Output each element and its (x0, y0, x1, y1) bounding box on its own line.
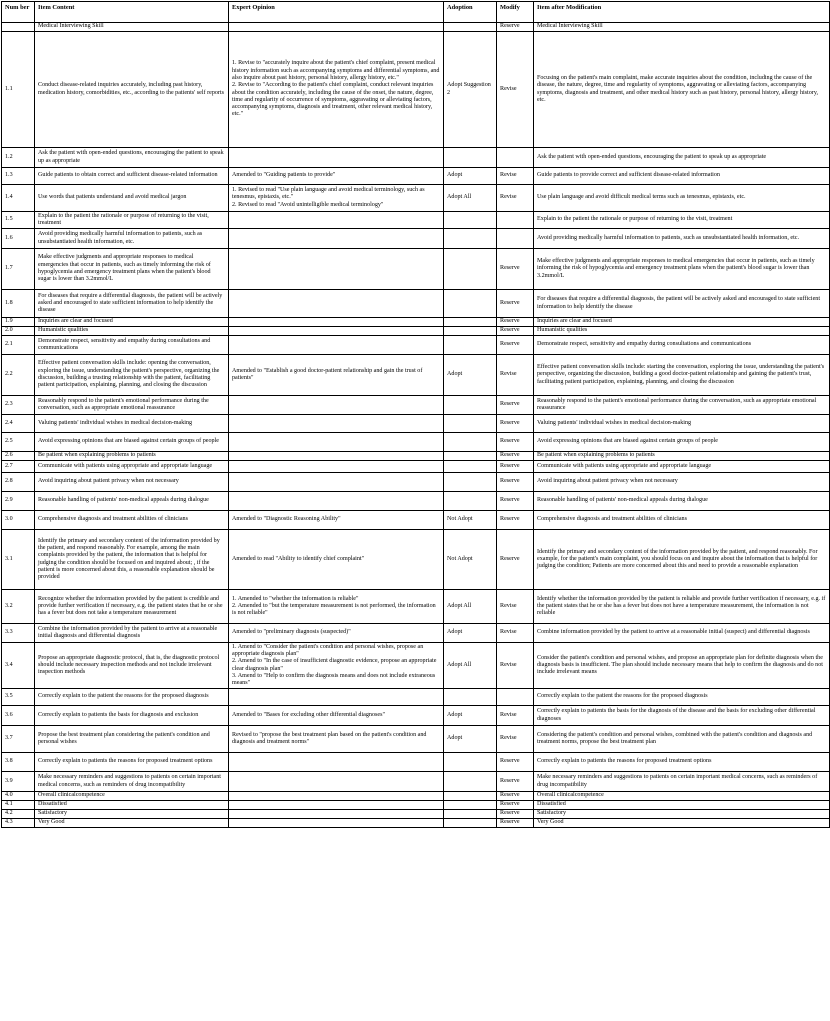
cell-expert-opinion: 1. Revised to read "Use plain language and avoid medical terminology, such as tenesmus, epistaxis, etc." 2. Revised to read "Avoid unintelligible medical terminology" (229, 185, 444, 212)
cell-expert-opinion: Amended to "preliminary diagnosis (suspected)" (229, 624, 444, 643)
cell-item-after-modification: Be patient when explaining problems to patients (534, 452, 830, 461)
cell-number: 4.2 (2, 810, 35, 819)
cell-modify: Reserve (497, 753, 534, 772)
cell-item-content: Reasonably respond to the patient's emotional performance during the conversation, such as appropriate emotional reassurance (35, 396, 229, 415)
table-row (2, 229, 830, 249)
cell-modify: Reserve (497, 433, 534, 452)
cell-item-content: Guide patients to obtain correct and sufficient disease-related information (35, 168, 229, 185)
cell-adoption: Adopt Suggestion 2 (444, 32, 497, 148)
cell-modify: Reserve (497, 473, 534, 492)
cell-adoption (444, 772, 497, 792)
cell-expert-opinion (229, 801, 444, 810)
cell-item-content: Make effective judgments and appropriate responses to medical emergencies that occur in patients, such as timely informing the risk of hypoglycemia and emergency treatment plans when the patient's blood sugar is lower than 3.2mmol/L (35, 249, 229, 290)
cell-item-content: Combine the information provided by the patient to arrive at a reasonable initial diagnosis and differential diagnosis (35, 624, 229, 643)
cell-expert-opinion (229, 772, 444, 792)
cell-adoption (444, 689, 497, 706)
cell-number: 3.4 (2, 643, 35, 689)
cell-modify: Revise (497, 706, 534, 726)
cell-adoption: Adopt (444, 706, 497, 726)
table-row (2, 396, 830, 415)
cell-adoption (444, 327, 497, 336)
cell-expert-opinion: 1. Amended to "whether the information is reliable" 2. Amended to "but the temperature measurement is not performed, the information is not reliable" (229, 590, 444, 624)
table-row (2, 32, 830, 148)
cell-item-after-modification: Explain to the patient the rationale or purpose of returning to the visit, treatment (534, 212, 830, 229)
cell-expert-opinion (229, 753, 444, 772)
cell-adoption (444, 229, 497, 249)
table-row (2, 461, 830, 473)
cell-item-content: Explain to the patient the rationale or purpose of returning to the visit, treatment (35, 212, 229, 229)
table-row (2, 212, 830, 229)
table-row (2, 433, 830, 452)
cell-item-after-modification: Correctly explain to patients the reasons for proposed treatment options (534, 753, 830, 772)
cell-modify: Reserve (497, 801, 534, 810)
cell-expert-opinion (229, 229, 444, 249)
cell-number: 4.3 (2, 819, 35, 828)
cell-item-after-modification: Consider the patient's condition and personal wishes, and propose an appropriate plan for definite diagnosis when the diagnosis basis is insufficient. The plan should include necessary means that help to confirm the diagnosis and do not include irrelevant means (534, 643, 830, 689)
cell-adoption (444, 148, 497, 168)
cell-expert-opinion: Amended to "Establish a good doctor-patient relationship and gain the trust of patients" (229, 355, 444, 396)
cell-number: 2.8 (2, 473, 35, 492)
cell-number: 1.1 (2, 32, 35, 148)
cell-number: 2.4 (2, 415, 35, 433)
cell-number: 1.4 (2, 185, 35, 212)
table-row (2, 148, 830, 168)
cell-adoption (444, 318, 497, 327)
cell-expert-opinion (229, 336, 444, 355)
cell-item-after-modification: For diseases that require a differential diagnosis, the patient will be actively asked and encouraged to state sufficient information to help identify the disease (534, 290, 830, 318)
cell-adoption (444, 753, 497, 772)
cell-item-content: Dissatisfied (35, 801, 229, 810)
cell-expert-opinion (229, 249, 444, 290)
cell-item-content: Identify the primary and secondary content of the information provided by the patient, and respond reasonably. For example, among the main complaints provided by the patient, the information that is helpful for judging the condition should be focused on and inquired about; , if the patient is more concerned about this, a reasonable explanation should be provided (35, 530, 229, 590)
cell-adoption (444, 23, 497, 32)
cell-number: 3.5 (2, 689, 35, 706)
table-row (2, 819, 830, 828)
cell-item-after-modification: Identify whether the information provided by the patient is reliable and provide further verification if necessary, e.g. if the patient states that he or she has a fever but does not have a temperature measurement, the information is not reliable (534, 590, 830, 624)
cell-number: 3.9 (2, 772, 35, 792)
cell-item-after-modification: Satisfactory (534, 810, 830, 819)
cell-number: 1.7 (2, 249, 35, 290)
cell-modify: Reserve (497, 23, 534, 32)
table-row (2, 511, 830, 530)
cell-item-content: Medical Interviewing Skill (35, 23, 229, 32)
cell-adoption (444, 801, 497, 810)
cell-number: 2.2 (2, 355, 35, 396)
table-row (2, 753, 830, 772)
cell-item-content: For diseases that require a differential diagnosis, the patient will be actively asked and encouraged to state sufficient information to help identify the disease (35, 290, 229, 318)
cell-number: 3.0 (2, 511, 35, 530)
cell-adoption: Adopt (444, 168, 497, 185)
cell-number: 3.6 (2, 706, 35, 726)
cell-item-after-modification: Communicate with patients using appropriate and appropriate language (534, 461, 830, 473)
cell-adoption (444, 396, 497, 415)
cell-item-content: Comprehensive diagnosis and treatment abilities of clinicians (35, 511, 229, 530)
cell-expert-opinion: 1. Amend to "Consider the patient's condition and personal wishes, propose an appropriate diagnosis plan" 2. Amend to "In the case of insufficient diagnostic evidence, propose an appropriate clear diagnosis plan" 3. Amend to "Help to confirm the diagnosis means and does not include extraneous means" (229, 643, 444, 689)
cell-item-after-modification: Dissatisfied (534, 801, 830, 810)
table-row (2, 801, 830, 810)
header-item-content: Item Content (35, 2, 229, 23)
cell-item-content: Valuing patients' individual wishes in medical decision-making (35, 415, 229, 433)
cell-number: 1.9 (2, 318, 35, 327)
cell-number: 4.0 (2, 792, 35, 801)
cell-modify: Reserve (497, 452, 534, 461)
cell-number: 1.8 (2, 290, 35, 318)
cell-adoption: Not Adopt (444, 530, 497, 590)
table-row (2, 415, 830, 433)
cell-item-after-modification: Identify the primary and secondary content of the information provided by the patient, and respond reasonably. For example, for the patient's main complaint, you should focus on and inquire about the information that is helpful for judging the condition; Patients are more concerned about this and need to provide a reasonable explanation (534, 530, 830, 590)
cell-item-after-modification: Make effective judgments and appropriate responses to medical emergencies that occur in patients, such as timely informing the risk of hypoglycemia and emergency treatment plans when the patient's blood sugar is lower than 3.2mmol/L (534, 249, 830, 290)
table-body (2, 23, 830, 828)
cell-adoption (444, 461, 497, 473)
cell-modify: Revise (497, 355, 534, 396)
table-row (2, 355, 830, 396)
cell-expert-opinion (229, 689, 444, 706)
cell-item-after-modification: Medical Interviewing Skill (534, 23, 830, 32)
cell-expert-opinion (229, 492, 444, 511)
cell-item-content: Propose an appropriate diagnostic protocol, that is, the diagnostic protocol should include necessary inspection methods and not include irrelevant inspection methods (35, 643, 229, 689)
cell-item-after-modification: Correctly explain to patients the basis for the diagnosis of the disease and the basis for excluding other differential diagnoses (534, 706, 830, 726)
table-row (2, 590, 830, 624)
cell-item-content: Very Good (35, 819, 229, 828)
cell-adoption (444, 810, 497, 819)
cell-item-content: Correctly explain to the patient the reasons for the proposed diagnosis (35, 689, 229, 706)
cell-number: 2.7 (2, 461, 35, 473)
cell-item-after-modification: Reasonably respond to the patient's emotional performance during the conversation, such as appropriate emotional reassurance (534, 396, 830, 415)
cell-expert-opinion (229, 473, 444, 492)
cell-adoption (444, 819, 497, 828)
table-row (2, 185, 830, 212)
cell-expert-opinion (229, 290, 444, 318)
cell-item-after-modification: Combine information provided by the patient to arrive at a reasonable initial (suspect) and differential diagnosis (534, 624, 830, 643)
cell-item-content: Satisfactory (35, 810, 229, 819)
cell-expert-opinion (229, 461, 444, 473)
cell-item-after-modification: Correctly explain to the patient the reasons for the proposed diagnosis (534, 689, 830, 706)
cell-number: 1.2 (2, 148, 35, 168)
cell-modify: Revise (497, 726, 534, 753)
cell-modify (497, 229, 534, 249)
cell-item-after-modification: Focusing on the patient's main complaint, make accurate inquiries about the condition, including the cause of the disease, the nature, degree, time and regularity of symptoms, aggravating or alleviating factors, accompanying symptoms, diagnosis and treatment, and other medical history such as past history, personal history, allergy history, etc. (534, 32, 830, 148)
cell-modify (497, 689, 534, 706)
cell-number: 4.1 (2, 801, 35, 810)
cell-item-after-modification: Use plain language and avoid difficult medical terms such as tenesmus, epistaxis, etc. (534, 185, 830, 212)
cell-adoption: Not Adopt (444, 511, 497, 530)
cell-item-after-modification: Inquiries are clear and focused (534, 318, 830, 327)
cell-adoption (444, 492, 497, 511)
cell-modify: Reserve (497, 327, 534, 336)
table-header-row (2, 2, 830, 23)
table-row (2, 706, 830, 726)
cell-item-after-modification: Humanistic qualities (534, 327, 830, 336)
cell-expert-opinion (229, 396, 444, 415)
cell-modify: Reserve (497, 492, 534, 511)
header-number: Num ber (2, 2, 35, 23)
cell-modify: Revise (497, 168, 534, 185)
cell-item-content: Demonstrate respect, sensitivity and empathy during consultations and communications (35, 336, 229, 355)
cell-expert-opinion (229, 433, 444, 452)
table-row (2, 290, 830, 318)
table-row (2, 492, 830, 511)
cell-number: 1.3 (2, 168, 35, 185)
cell-modify: Revise (497, 32, 534, 148)
header-adoption: Adoption (444, 2, 497, 23)
cell-number: 2.5 (2, 433, 35, 452)
cell-modify: Reserve (497, 530, 534, 590)
cell-item-content: Ask the patient with open-ended questions, encouraging the patient to speak up as appropriate (35, 148, 229, 168)
cell-expert-opinion (229, 23, 444, 32)
cell-modify: Reserve (497, 396, 534, 415)
cell-expert-opinion: Amended to read "Ability to identify chief complaint" (229, 530, 444, 590)
cell-modify: Reserve (497, 249, 534, 290)
cell-modify: Reserve (497, 792, 534, 801)
cell-item-after-modification: Valuing patients' individual wishes in medical decision-making (534, 415, 830, 433)
cell-modify: Reserve (497, 810, 534, 819)
cell-item-after-modification: Considering the patient's condition and personal wishes, combined with the patient's condition and diagnosis and treatment norms, propose the best treatment plan (534, 726, 830, 753)
cell-item-content: Be patient when explaining problems to patients (35, 452, 229, 461)
cell-expert-opinion: 1. Revise to "accurately inquire about the patient's chief complaint, present medical history information such as accompanying symptoms and differential symptoms, and also inquire about past history, personal history, allergy history, etc." 2. Revise to "According to the patient's chief complaint, conduct relevant inquiries about the condition accurately, including the cause of the onset, the nature, degree, time and regularity of occurrence of symptoms, aggravating or alleviating factors, accompanying symptoms, diagnosis and treatment, other relevant medical history, etc." (229, 32, 444, 148)
cell-item-content: Use words that patients understand and avoid medical jargon (35, 185, 229, 212)
cell-item-content: Conduct disease-related inquiries accurately, including past history, medication history, comorbidities, etc., according to the patients' self reports (35, 32, 229, 148)
table-row (2, 643, 830, 689)
cell-number: 3.3 (2, 624, 35, 643)
table-row (2, 327, 830, 336)
cell-adoption (444, 249, 497, 290)
cell-number: 3.2 (2, 590, 35, 624)
cell-adoption: Adopt All (444, 185, 497, 212)
cell-modify: Reserve (497, 415, 534, 433)
cell-item-content: Reasonable handling of patients' non-medical appeals during dialogue (35, 492, 229, 511)
cell-item-content: Make necessary reminders and suggestions to patients on certain important medical concerns, such as reminders of drug incompatibility (35, 772, 229, 792)
cell-adoption: Adopt All (444, 590, 497, 624)
cell-item-after-modification: Reasonable handling of patients' non-medical appeals during dialogue (534, 492, 830, 511)
cell-item-content: Avoid providing medically harmful information to patients, such as unsubstantiated health information, etc. (35, 229, 229, 249)
cell-expert-opinion: Amended to "Diagnostic Reasoning Ability" (229, 511, 444, 530)
cell-item-content: Avoid expressing opinions that are biased against certain groups of people (35, 433, 229, 452)
cell-item-content: Inquiries are clear and focused (35, 318, 229, 327)
cell-item-content: Avoid inquiring about patient privacy when not necessary (35, 473, 229, 492)
cell-modify: Reserve (497, 772, 534, 792)
cell-item-after-modification: Effective patient conversation skills include: starting the conversation, exploring the issue, understanding the patient's perspective, organizing the discussion, building a good doctor-patient relationship and gaining the patient's trust, facilitating patient participation, explaining, planning, and closing the discussion (534, 355, 830, 396)
cell-number: 2.1 (2, 336, 35, 355)
cell-adoption: Adopt (444, 726, 497, 753)
cell-modify: Revise (497, 624, 534, 643)
cell-expert-opinion (229, 327, 444, 336)
cell-adoption: Adopt All (444, 643, 497, 689)
table-row (2, 530, 830, 590)
cell-expert-opinion (229, 212, 444, 229)
cell-item-content: Effective patient conversation skills include: opening the conversation, exploring the issue, understanding the patient's perspective, organizing the discussion, building a trusting relationship with the patient, facilitating patient participation, explaining, planning, and closing the discussion (35, 355, 229, 396)
cell-adoption (444, 473, 497, 492)
cell-item-after-modification: Comprehensive diagnosis and treatment abilities of clinicians (534, 511, 830, 530)
cell-adoption: Adopt (444, 624, 497, 643)
cell-number: 2.3 (2, 396, 35, 415)
cell-expert-opinion (229, 415, 444, 433)
table-row (2, 452, 830, 461)
table-row (2, 726, 830, 753)
cell-item-after-modification: Overall clinicalcompetence (534, 792, 830, 801)
cell-adoption (444, 433, 497, 452)
cell-modify: Reserve (497, 318, 534, 327)
cell-modify: Reserve (497, 511, 534, 530)
cell-item-after-modification: Avoid expressing opinions that are biased against certain groups of people (534, 433, 830, 452)
cell-modify: Reserve (497, 336, 534, 355)
cell-expert-opinion (229, 318, 444, 327)
cell-item-content: Overall clinicalcompetence (35, 792, 229, 801)
cell-modify: Revise (497, 185, 534, 212)
expert-opinion-table (1, 1, 830, 828)
cell-modify (497, 212, 534, 229)
cell-expert-opinion (229, 819, 444, 828)
cell-item-content: Correctly explain to patients the basis for diagnosis and exclusion (35, 706, 229, 726)
cell-item-content: Recognize whether the information provided by the patient is credible and provide further verification if necessary, e.g. the patient states that he or she has a fever but does not take a temperature measurement (35, 590, 229, 624)
cell-item-content: Humanistic qualities (35, 327, 229, 336)
cell-number: 1.5 (2, 212, 35, 229)
cell-item-content: Correctly explain to patients the reasons for proposed treatment options (35, 753, 229, 772)
cell-item-after-modification: Make necessary reminders and suggestions to patients on certain important medical concerns, such as reminders of drug incompatibility (534, 772, 830, 792)
table-row (2, 689, 830, 706)
cell-expert-opinion: Amended to "Guiding patients to provide" (229, 168, 444, 185)
cell-expert-opinion (229, 810, 444, 819)
table-row (2, 23, 830, 32)
cell-expert-opinion: Amended to "Bases for excluding other differential diagnoses" (229, 706, 444, 726)
cell-modify: Revise (497, 643, 534, 689)
header-modify: Modify (497, 2, 534, 23)
cell-number: 2.0 (2, 327, 35, 336)
cell-number: 3.7 (2, 726, 35, 753)
cell-number: 2.9 (2, 492, 35, 511)
cell-adoption (444, 792, 497, 801)
cell-expert-opinion: Revised to "propose the best treatment plan based on the patient's condition and diagnosis and treatment norms" (229, 726, 444, 753)
cell-modify: Revise (497, 590, 534, 624)
cell-item-after-modification: Ask the patient with open-ended questions, encouraging the patient to speak up as appropriate (534, 148, 830, 168)
cell-adoption (444, 452, 497, 461)
cell-adoption: Adopt (444, 355, 497, 396)
cell-adoption (444, 336, 497, 355)
cell-modify (497, 148, 534, 168)
header-expert-opinion: Expert Opinion (229, 2, 444, 23)
cell-expert-opinion (229, 792, 444, 801)
cell-item-content: Communicate with patients using appropriate and appropriate language (35, 461, 229, 473)
table-row (2, 318, 830, 327)
cell-item-after-modification: Avoid inquiring about patient privacy when not necessary (534, 473, 830, 492)
table-row (2, 168, 830, 185)
cell-number: 2.6 (2, 452, 35, 461)
cell-item-after-modification: Avoid providing medically harmful information to patients, such as unsubstantiated health information, etc. (534, 229, 830, 249)
cell-modify: Reserve (497, 819, 534, 828)
cell-number: 3.8 (2, 753, 35, 772)
cell-item-content: Propose the best treatment plan considering the patient's condition and personal wishes (35, 726, 229, 753)
cell-item-after-modification: Guide patients to provide correct and sufficient disease-related information (534, 168, 830, 185)
table-row (2, 772, 830, 792)
cell-adoption (444, 290, 497, 318)
table-row (2, 249, 830, 290)
header-item-after-modification: Item after Modification (534, 2, 830, 23)
cell-adoption (444, 415, 497, 433)
table-row (2, 473, 830, 492)
cell-adoption (444, 212, 497, 229)
table-row (2, 624, 830, 643)
cell-number: 3.1 (2, 530, 35, 590)
table-row (2, 810, 830, 819)
table-row (2, 792, 830, 801)
cell-expert-opinion (229, 452, 444, 461)
cell-number: 1.6 (2, 229, 35, 249)
cell-expert-opinion (229, 148, 444, 168)
cell-item-after-modification: Demonstrate respect, sensitivity and empathy during consultations and communications (534, 336, 830, 355)
table-row (2, 336, 830, 355)
cell-number (2, 23, 35, 32)
cell-item-after-modification: Very Good (534, 819, 830, 828)
cell-modify: Reserve (497, 461, 534, 473)
cell-modify: Reserve (497, 290, 534, 318)
